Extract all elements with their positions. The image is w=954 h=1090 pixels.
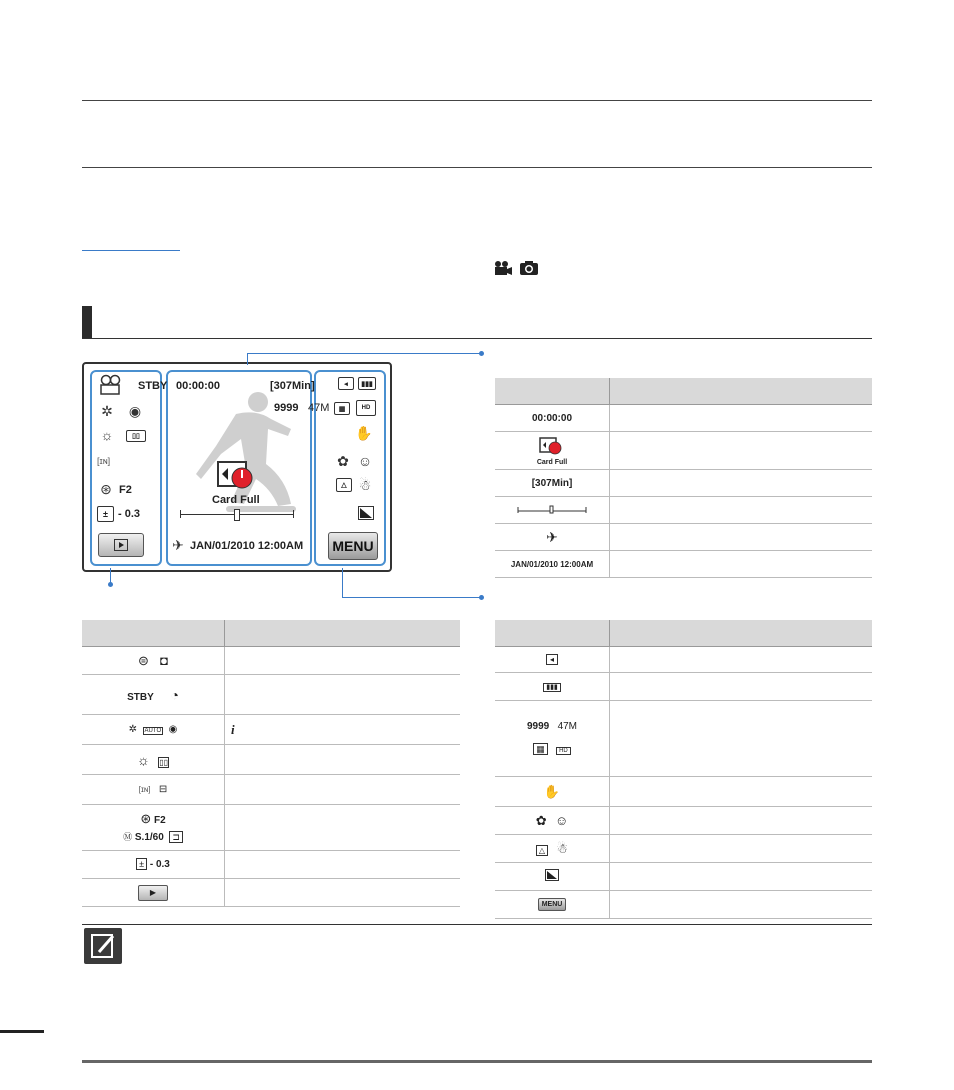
- table-header-icon: [495, 378, 610, 405]
- left-zone-table: [82, 620, 460, 907]
- center-zone-table: [495, 378, 872, 578]
- callout-line-right: [342, 568, 343, 597]
- zoom-bar-icon: [517, 504, 587, 514]
- macro-icon: ✿: [535, 812, 547, 828]
- contrast-icon: [545, 869, 559, 881]
- stabilizer-icon: ✋: [355, 424, 373, 441]
- sun-icon: ☼: [137, 751, 150, 768]
- fstop-text: F2: [119, 484, 132, 496]
- sun-icon: ☼: [100, 427, 114, 443]
- table-row: ± - 0.3: [82, 851, 460, 879]
- page-marker: [0, 1030, 44, 1033]
- photo-camera-icon: ◘: [160, 652, 168, 668]
- timer-off-icon: ✈: [495, 524, 610, 551]
- smart-auto-badge: AUTO: [144, 728, 162, 734]
- table-row: [495, 863, 872, 891]
- movie-camera-icon: [493, 260, 513, 276]
- memory-card-icon: ◂: [546, 654, 558, 665]
- movie-camera-icon: ⊜: [138, 652, 149, 668]
- table-row: [82, 745, 460, 775]
- table-row: ⊛ F2 Ⓜ S.1/60 ⊐: [82, 805, 460, 851]
- smart-auto-icon: ✲: [128, 724, 137, 735]
- note-icon: [84, 928, 122, 964]
- card-full-icon: [538, 436, 566, 456]
- photo-camera-icon: [519, 260, 539, 276]
- full-hd-icon: HD: [356, 400, 376, 416]
- portrait-icon: ☃: [556, 840, 569, 856]
- scene-icon: ◉: [168, 724, 178, 735]
- table-row: [82, 879, 460, 907]
- remaining-time: [307Min]: [270, 380, 315, 392]
- lcd-screen: [82, 362, 392, 572]
- portrait-icon: ☃: [358, 476, 372, 493]
- table-row: [495, 835, 872, 863]
- face-icon: ☺: [554, 812, 569, 828]
- battery-icon: ▮▮▮: [543, 683, 561, 692]
- table-row: [307Min]: [495, 470, 872, 497]
- mode-icons: [493, 260, 539, 276]
- card-full-icon: [216, 460, 258, 492]
- table-row: [495, 497, 872, 524]
- zoom-indicator: [234, 509, 240, 521]
- table-row: [495, 807, 872, 835]
- full-hd-icon: HD: [556, 747, 571, 755]
- stabilizer-icon: ✋: [495, 777, 610, 807]
- status-text: STBY: [138, 380, 168, 392]
- contrast-icon: [358, 506, 374, 520]
- menu-button-icon: MENU: [538, 898, 567, 911]
- effect-icon: ⊟: [158, 784, 168, 795]
- table-row: [82, 647, 460, 675]
- table-row: [495, 891, 872, 919]
- movie-camera-icon: [98, 374, 124, 396]
- table-header-desc: [610, 378, 873, 405]
- photo-size: 47M: [308, 402, 330, 414]
- exposure-icon: ±: [97, 506, 114, 522]
- battery-icon: ▮▮▮: [358, 377, 376, 390]
- digital-effect-icon: [ɪɴ]: [97, 456, 111, 466]
- table-row: [495, 647, 872, 673]
- manual-icon: ⊐: [169, 831, 183, 843]
- table-row: 00:00:00: [495, 405, 872, 432]
- aperture-icon: ⊛: [100, 480, 112, 497]
- table-row: Card Full: [495, 432, 872, 470]
- top-rule: [82, 100, 872, 101]
- link-underline[interactable]: [82, 250, 180, 251]
- wide-icon: ▯▯: [126, 430, 146, 442]
- exposure-icon: ±: [136, 858, 147, 870]
- digital-effect-icon: [ɪɴ]: [138, 785, 151, 794]
- callout-line-top: [247, 353, 481, 354]
- table-row: 9999 47M ▦ HD: [495, 701, 872, 777]
- datetime-text: JAN/01/2010 12:00AM: [190, 540, 304, 552]
- table-row: STBY ◔: [82, 675, 460, 715]
- menu-button[interactable]: MENU: [328, 532, 378, 560]
- card-full-label: Card Full: [212, 494, 260, 506]
- table-row: [495, 777, 872, 807]
- second-rule: [82, 167, 872, 168]
- photo-count: 9999: [274, 402, 299, 414]
- backlight-icon: △: [536, 845, 548, 856]
- exposure-text: - 0.3: [118, 508, 141, 520]
- timecode: 00:00:00: [176, 380, 221, 392]
- section-header: [82, 306, 872, 339]
- macro-icon: ✿: [337, 452, 349, 469]
- play-button[interactable]: [98, 533, 144, 557]
- table-row: [82, 775, 460, 805]
- table-row: JAN/01/2010 12:00AM: [495, 551, 872, 578]
- play-icon: [114, 539, 128, 551]
- note-rule: [82, 924, 872, 925]
- quality-icon: ▦: [334, 402, 350, 415]
- timer-off-icon: ✈: [172, 536, 184, 553]
- footer-rule: [82, 1060, 872, 1063]
- timer-icon: ◔: [170, 686, 179, 703]
- right-zone-table: [495, 620, 872, 919]
- play-button-icon: ▶: [138, 885, 168, 901]
- shutter-icon: Ⓜ: [123, 831, 133, 842]
- table-row: [495, 673, 872, 701]
- wide-icon: ▯▯: [159, 757, 168, 767]
- table-row: ✲ AUTO ◉ i: [82, 715, 460, 745]
- quality-icon: ▦: [533, 743, 548, 755]
- scene-icon: ◉: [128, 402, 142, 419]
- table-row: [495, 524, 872, 551]
- backlight-icon: △: [336, 478, 352, 492]
- face-icon: ☺: [357, 453, 373, 469]
- memory-card-icon: ◂: [338, 377, 354, 390]
- aperture-icon: ⊛: [140, 810, 152, 826]
- smart-auto-icon: ✲: [101, 402, 113, 419]
